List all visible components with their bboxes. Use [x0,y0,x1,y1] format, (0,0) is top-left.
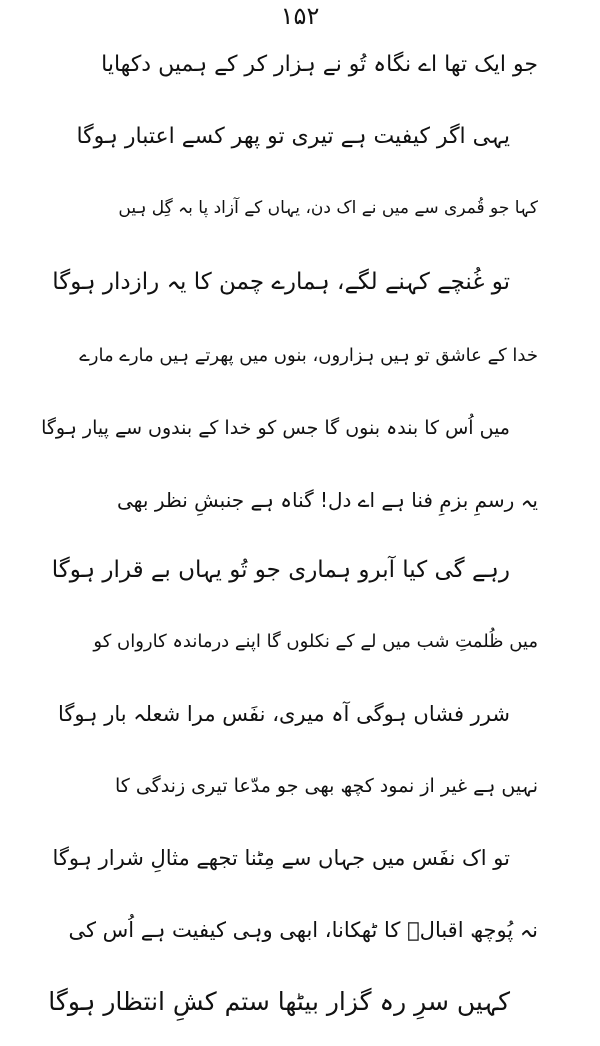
verse-line: یہ رسمِ بزمِ فنا ہے اے دل! گناہ ہے جنبشِ نظر بھی [117,488,538,512]
verse-line: یہی اگر کیفیت ہے تیری تو پھر کسے اعتبار ہوگا [76,124,510,149]
verse-line: کہیں سرِ رہ گزار بیٹھا ستم کشِ انتظار ہوگا [48,987,510,1016]
verse-line: کہا جو قُمری سے میں نے اک دن، یہاں کے آزاد پا بہ گِل ہیں [118,198,538,218]
verse-line: تو غُنچے کہنے لگے، ہمارے چمن کا یہ رازدار ہوگا [52,269,510,295]
verse-line: نہ پُوچھ اقبالؔ کا ٹھکانا، ابھی وہی کیفیت ہے اُس کی [68,918,538,942]
verse-line: میں ظُلمتِ شب میں لے کے نکلوں گا اپنے درماندہ کارواں کو [93,631,538,652]
verse-line: خدا کے عاشق تو ہیں ہزاروں، بنوں میں پھرتے ہیں مارے مارے [79,345,538,366]
verse-line: میں اُس کا بندہ بنوں گا جس کو خدا کے بندوں سے پیار ہوگا [41,417,510,439]
verse-line: جو ایک تھا اے نگاہ تُو نے ہزار کر کے ہمیں دکھایا [101,52,538,77]
verse-line: رہے گی کیا آبرو ہماری جو تُو یہاں بے قرار ہوگا [51,557,510,583]
verse-line: نہیں ہے غیر از نمود کچھ بھی جو مدّعا تیری زندگی کا [114,775,538,797]
verse-line: تو اک نفَس میں جہاں سے مِٹنا تجھے مثالِ شرار ہوگا [52,846,510,870]
page-number: ۱۵۲ [280,2,320,30]
verse-line: شرر فشاں ہوگی آہ میری، نفَس مرا شعلہ بار ہوگا [57,702,510,726]
